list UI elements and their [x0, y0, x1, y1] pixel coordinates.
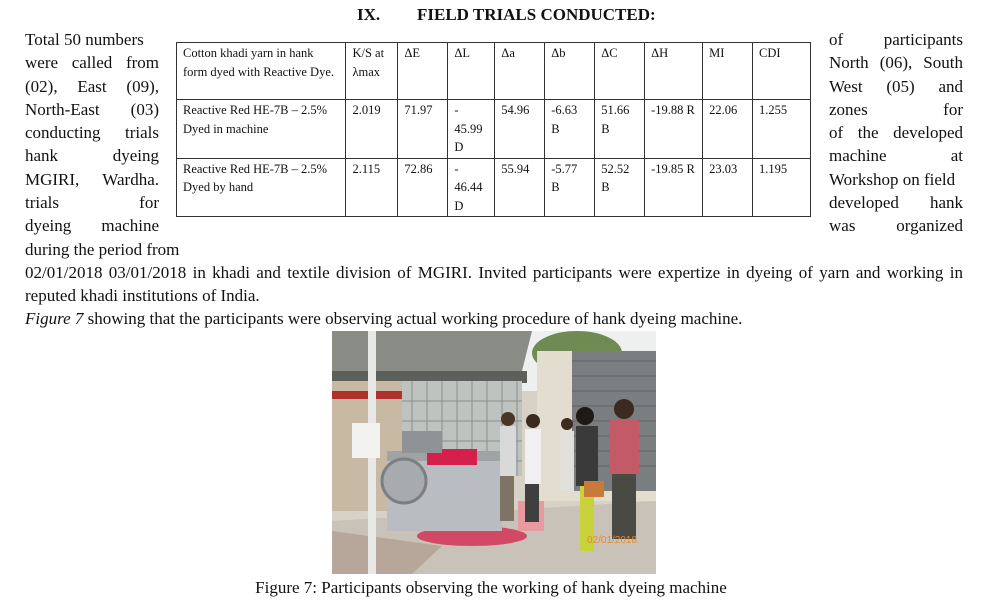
header-cell: CDI	[753, 43, 811, 100]
table-cell: - 45.99 D	[448, 100, 495, 159]
body-text-dates: 02/01/2018 03/01/2018 in khadi and textile division of MGIRI. Invited participants were expertize in dyeing of yarn and working in	[25, 263, 963, 282]
left-line: trials for	[25, 193, 159, 213]
left-line: hank dyeing	[25, 146, 159, 166]
table-cell: Reactive Red HE-7B – 2.5% Dyed by hand	[177, 158, 346, 217]
figure-reference-sentence	[25, 307, 963, 330]
header-cell: ΔL	[448, 43, 495, 100]
right-line: machine at	[829, 146, 963, 166]
left-line: were called from	[25, 53, 159, 73]
photo-date-stamp: 02/01/2018	[587, 535, 638, 546]
table-cell: 72.86	[398, 158, 448, 217]
table-cell: -19.88 R	[645, 100, 703, 159]
header-cell: ΔH	[645, 43, 703, 100]
header-cell: ΔC	[595, 43, 645, 100]
table-cell: 52.52 B	[595, 158, 645, 217]
table-header-row	[177, 43, 811, 100]
right-line: West (05) and	[829, 76, 963, 96]
right-line: of participants	[829, 30, 963, 49]
results-table	[176, 42, 811, 217]
table-cell: 54.96	[495, 100, 545, 159]
section-number: IX.	[357, 5, 381, 24]
figure-sentence: showing that the participants were observing actual working procedure of hank dyeing machine.	[83, 309, 743, 328]
table-cell: 2.115	[346, 158, 398, 217]
header-cell: Δb	[545, 43, 595, 100]
table-cell: Reactive Red HE-7B – 2.5% Dyed in machine	[177, 100, 346, 159]
section-title: FIELD TRIALS CONDUCTED:	[417, 5, 656, 24]
header-cell: K/S at λmax	[346, 43, 398, 100]
table-cell: - 46.44 D	[448, 158, 495, 217]
header-cell: Δa	[495, 43, 545, 100]
figure-reference: Figure 7	[25, 309, 84, 328]
table-cell: 71.97	[398, 100, 448, 159]
left-line: (02), East (09),	[25, 76, 159, 96]
right-line: was organized	[829, 216, 963, 236]
workshop-photo	[332, 331, 656, 574]
header-cell: Cotton khadi yarn in hank form dyed with Reactive Dye.	[177, 43, 346, 100]
left-line: North-East (03)	[25, 99, 159, 119]
body-text-institutions: reputed khadi institutions of India.	[25, 286, 260, 305]
table-cell: 23.03	[703, 158, 753, 217]
left-line: MGIRI, Wardha.	[25, 169, 159, 189]
table-cell: -5.77 B	[545, 158, 595, 217]
right-line: developed hank	[829, 193, 963, 213]
right-line: Workshop on field	[829, 169, 956, 189]
table-row	[177, 100, 811, 159]
left-line: Total 50 numbers	[25, 30, 144, 49]
right-line: of the developed	[829, 123, 963, 143]
table-row	[177, 158, 811, 217]
right-text-column	[829, 28, 963, 238]
right-line: zones for	[829, 99, 963, 119]
left-text-column	[25, 28, 159, 238]
left-line: conducting trials	[25, 123, 159, 143]
left-line: dyeing machine	[25, 216, 159, 236]
figure-caption: Figure 7: Participants observing the working of hank dyeing machine	[255, 578, 727, 597]
table-cell: -19.85 R	[645, 158, 703, 217]
header-cell: ΔE	[398, 43, 448, 100]
table-cell: 1.195	[753, 158, 811, 217]
body-text-period: during the period from	[25, 240, 180, 259]
table-cell: 51.66 B	[595, 100, 645, 159]
table-cell: 2.019	[346, 100, 398, 159]
table-cell: -6.63 B	[545, 100, 595, 159]
header-cell: MI	[703, 43, 753, 100]
table-cell: 55.94	[495, 158, 545, 217]
figure-photo	[332, 331, 656, 574]
right-line: North (06), South	[829, 53, 963, 73]
table-cell: 22.06	[703, 100, 753, 159]
table-cell: 1.255	[753, 100, 811, 159]
